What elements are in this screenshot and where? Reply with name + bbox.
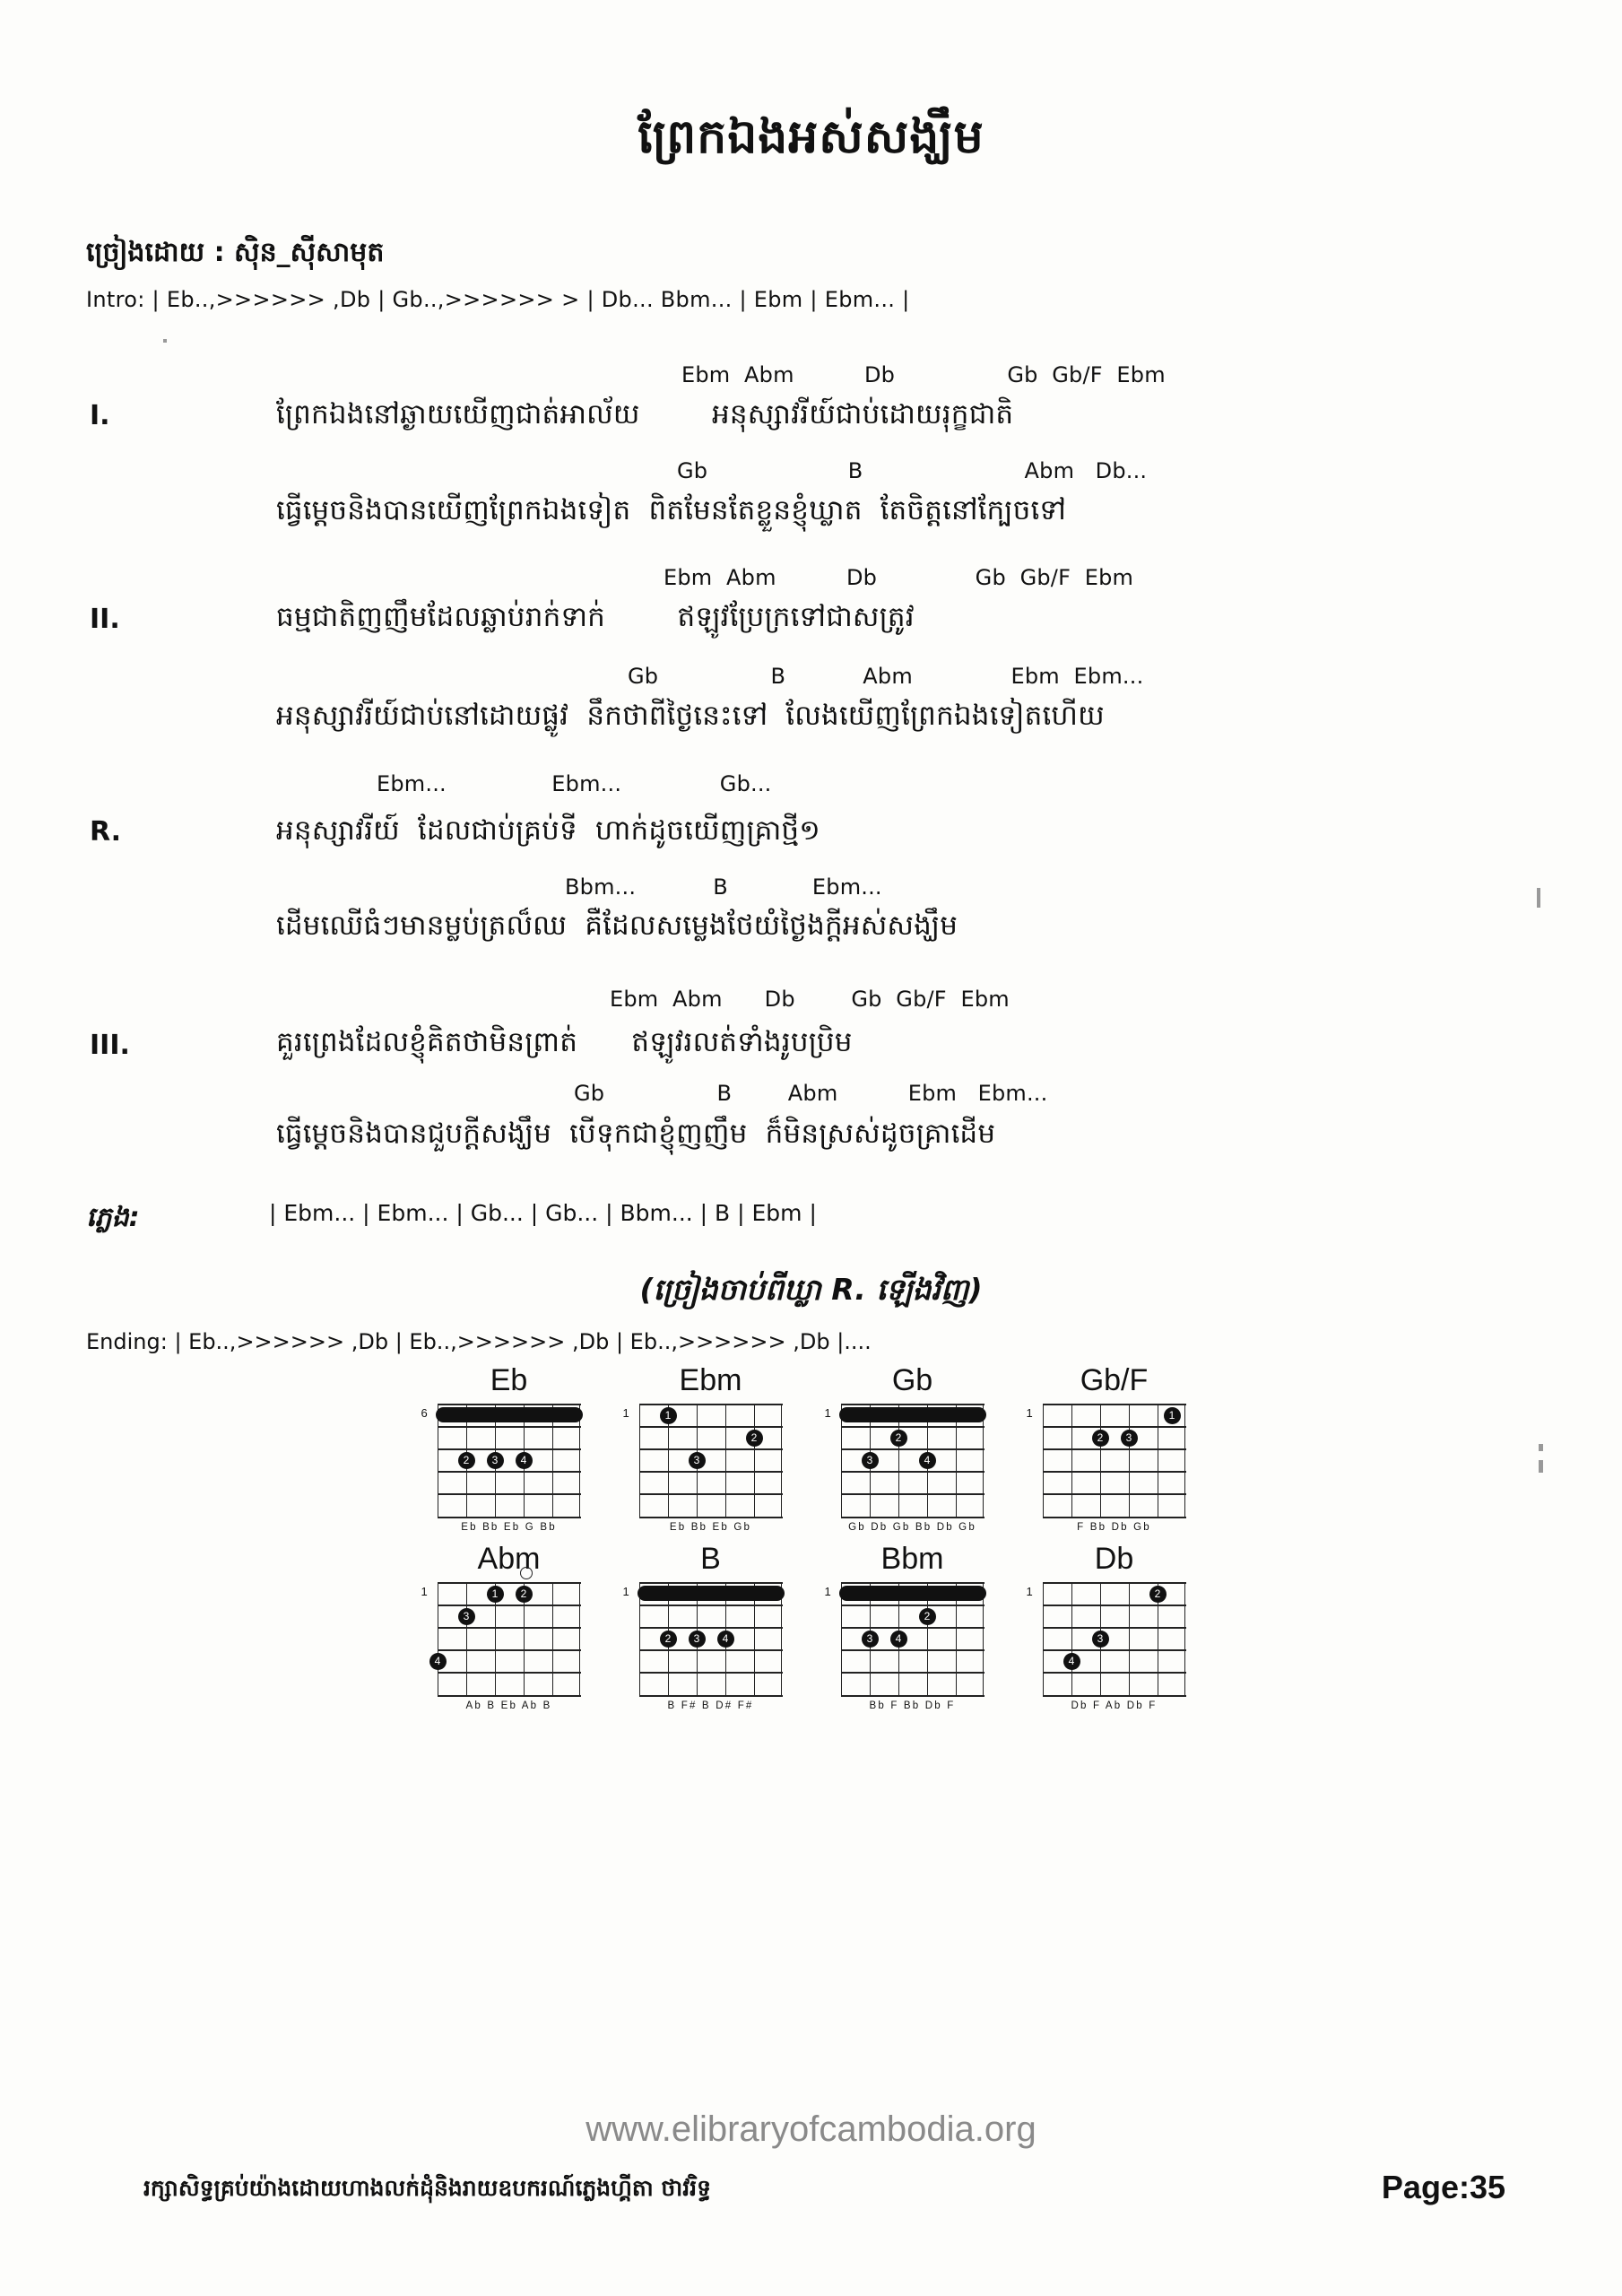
barre-eb — [436, 1407, 583, 1422]
intro-line: Intro: | Eb..,>>>>>> ,Db | Gb..,>>>>>> > | Db... Bbm... | Ebm | Ebm... | — [86, 287, 910, 312]
chord-notes-eb: Eb Bb Eb G Bb — [461, 1522, 557, 1533]
chord-notes-gb: Gb Db Gb Bb Db Gb — [848, 1522, 976, 1533]
lyric-line-2a: ធម្មជាតិញញឹមដែលឆ្លាប់រាក់ទាក់ ឥឡូវប្រែក្រទៅជាសត្រូវ — [276, 601, 915, 633]
chord-notes-ebm: Eb Bb Eb Gb — [669, 1522, 752, 1533]
instrumental-line: | Ebm... | Ebm... | Gb... | Gb... | Bbm... | B | Ebm | — [269, 1200, 817, 1226]
scan-speck — [1537, 888, 1540, 908]
lyric-line-rb: ដើមឈើធំៗមានម្លប់ត្រល៏ឈ គឺដែលសម្លេងថែយំថ្ងៃងក្តីអស់សង្ឃឹម — [276, 909, 958, 942]
chord-notes-gb-f: F Bb Db Gb — [1077, 1522, 1151, 1533]
chord-name-ebm: Ebm — [679, 1363, 742, 1397]
chord-notes-bbm: Bb F Bb Db F — [869, 1700, 956, 1711]
verse-marker-1: I. — [90, 400, 110, 431]
lyric-line-ra: អនុស្សាវរីយ៍ ដែលជាប់គ្រប់ទី ហាក់ដូចយើញគ្រាថ្មី១ — [276, 814, 820, 847]
chord-diagram-b — [610, 1542, 811, 1711]
repeat-instruction: (ច្រៀងចាប់ពីឃ្លា R. ឡើងវិញ) — [639, 1272, 983, 1307]
page-number: Page:35 — [1381, 2169, 1505, 2205]
chord-line-1b: Gb B Abm Db... — [677, 458, 1148, 483]
ending-line: Ending: | Eb..,>>>>>> ,Db | Eb..,>>>>>> ,Db | Eb..,>>>>>> ,Db |.... — [86, 1329, 872, 1354]
chord-line-2a: Ebm Abm Db Gb Gb/F Ebm — [664, 565, 1134, 590]
open-string-marker-abm — [520, 1567, 533, 1579]
chord-diagram-eb — [408, 1363, 610, 1533]
chord-name-db: Db — [1094, 1542, 1134, 1576]
byline: ច្រៀងដោយ : សុិន_សុីសាមុត — [86, 237, 385, 268]
page-title: ព្រែកឯងអស់សង្ឃឹម — [638, 110, 984, 164]
scan-speck — [1539, 1444, 1543, 1451]
fret-number-eb: 6 — [421, 1406, 428, 1420]
fretboard-gb: 1 2 3 4 — [841, 1404, 984, 1518]
lyric-line-3b: ធ្វើម្ដេចនិងបានជួបក្ដីសង្ឃឹម បើទុកជាខ្ញុំញញឹម ក៏មិនស្រស់ដូចគ្រាដើម — [276, 1118, 996, 1150]
fretboard-gb-f: 1 2 3 1 — [1043, 1404, 1186, 1518]
fret-number-gb-f: 1 — [1026, 1406, 1033, 1420]
scan-speck — [163, 339, 167, 343]
fret-number-ebm: 1 — [622, 1406, 629, 1420]
lyric-line-3a: គួរព្រេងដែលខ្ញុំគិតថាមិនព្រាត់ ឥឡូវរលត់ទាំងរូបប្រិម — [276, 1026, 853, 1058]
fret-number-db: 1 — [1026, 1585, 1033, 1598]
instrumental-label: ភ្លេង: — [86, 1202, 140, 1233]
chord-diagram-abm — [408, 1542, 610, 1711]
chord-notes-b: B F# B D# F# — [667, 1700, 754, 1711]
chord-diagram-gb — [811, 1363, 1013, 1533]
verse-marker-3: III. — [90, 1030, 130, 1061]
chord-diagram-ebm — [610, 1363, 811, 1533]
fret-number-gb: 1 — [824, 1406, 831, 1420]
verse-marker-r: R. — [90, 816, 122, 848]
fret-number-b: 1 — [622, 1585, 629, 1598]
chord-notes-abm: Ab B Eb Ab B — [465, 1700, 552, 1711]
chord-line-rb: Bbm... B Ebm... — [565, 874, 882, 900]
chord-line-3a: Ebm Abm Db Gb Gb/F Ebm — [610, 987, 1010, 1012]
footer-copyright: រក្សាសិទ្ធគ្រប់យ៉ាងដោយហាងលក់ដុំនិងរាយឧបករណ៍ភ្លេងហ្គីតា ថាវរិទ្ធ — [143, 2175, 711, 2201]
chord-line-3b: Gb B Abm Ebm Ebm... — [574, 1081, 1048, 1106]
chord-diagram-gb-f — [1013, 1363, 1215, 1533]
barre-gb — [839, 1407, 986, 1422]
chord-name-eb: Eb — [490, 1363, 528, 1397]
site-watermark: www.elibraryofcambodia.org — [585, 2109, 1037, 2149]
chord-name-gb: Gb — [891, 1363, 933, 1397]
chord-diagram-db — [1013, 1542, 1215, 1711]
chord-name-abm: Abm — [477, 1542, 541, 1576]
barre-b — [638, 1586, 785, 1601]
fret-number-abm: 1 — [421, 1585, 428, 1598]
scan-speck — [1539, 1460, 1543, 1473]
chord-line-1a: Ebm Abm Db Gb Gb/F Ebm — [681, 362, 1166, 387]
lyric-line-1a: ព្រែកឯងនៅឆ្ងាយយើញជាត់អាល័យ អនុស្សាវរីយ៍ជាប់ដោយរុក្ខជាតិ — [276, 398, 1014, 430]
chord-line-ra: Ebm... Ebm... Gb... — [377, 771, 772, 796]
fretboard-db: 1 2 3 4 — [1043, 1582, 1186, 1697]
chord-name-gb-f: Gb/F — [1080, 1363, 1149, 1397]
chord-diagram-row-2 — [408, 1542, 1215, 1720]
chord-notes-db: Db F Ab Db F — [1071, 1700, 1158, 1711]
fretboard-bbm: 1 2 3 4 — [841, 1582, 984, 1697]
fret-number-bbm: 1 — [824, 1585, 831, 1598]
barre-bbm — [839, 1586, 986, 1601]
fretboard-ebm: 1 1 2 3 — [639, 1404, 783, 1518]
fretboard-abm: 1 1 2 3 4 — [438, 1582, 581, 1697]
verse-marker-2: II. — [90, 604, 120, 635]
fretboard-eb: 6 2 3 4 — [438, 1404, 581, 1518]
chord-name-b: B — [700, 1542, 721, 1576]
lyric-line-1b: ធ្វើម្ដេចនិងបានយើញព្រែកឯងទៀត ពិតមែនតែខ្លួនខ្ញុំឃ្លាត តែចិត្តនៅក្បែចទៅ — [276, 494, 1067, 526]
chord-line-2b: Gb B Abm Ebm Ebm... — [628, 664, 1144, 689]
chord-diagram-grid — [408, 1363, 1215, 1720]
chord-name-bbm: Bbm — [880, 1542, 944, 1576]
fretboard-b: 1 2 3 4 — [639, 1582, 783, 1697]
chord-diagram-bbm — [811, 1542, 1013, 1711]
chord-diagram-row-1 — [408, 1363, 1215, 1542]
lyric-line-2b: អនុស្សាវរីយ៍ជាប់នៅដោយផ្លូវ នឹកថាពីថ្ងៃនេះទៅ លែងយើញព្រែកឯងទៀតហើយ — [276, 700, 1105, 732]
